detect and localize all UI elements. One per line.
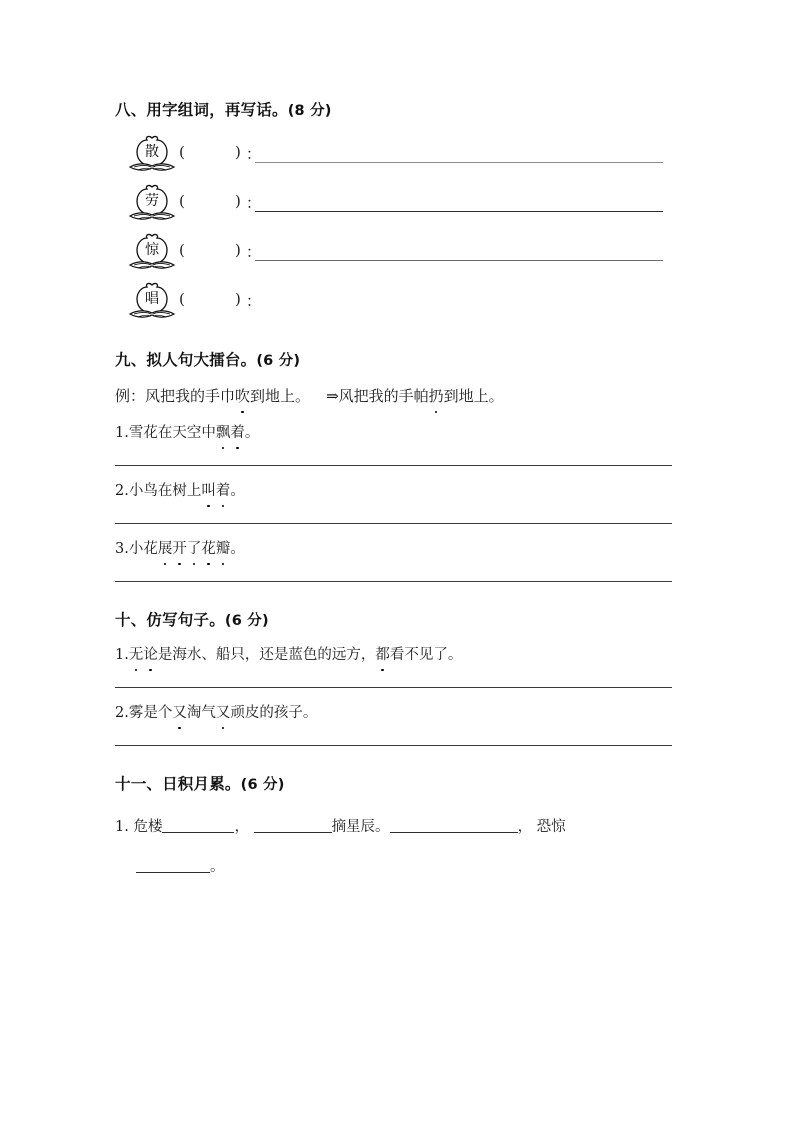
question-number: 3. [115,541,129,557]
peach-row [115,232,673,281]
peach-word-list [115,134,673,330]
spacer [115,330,673,348]
peach-character: 散 [145,144,159,160]
emphasis-char: 都 [375,644,390,666]
section-title-11: 日积月累。 [162,775,241,793]
colon-separator: ： [246,243,262,261]
colon-separator: ： [246,145,262,163]
poem-segment-3: 恐惊 [536,819,566,835]
poem-segment-1: 危楼 [133,819,163,835]
emphasis-char: 着 [230,422,245,444]
question-number: 1. [115,647,129,663]
emphasis-char: 了 [187,538,202,560]
question-item: 2.雾是个又淘气又顽皮的孩子。 [115,702,673,724]
answer-line[interactable] [115,465,672,466]
paren-close: ) [235,143,241,161]
worksheet-content [115,98,673,882]
peach-row [115,281,673,330]
question-item: 3.小花展开了花瓣。 [115,538,673,560]
question-number: 1. [115,425,129,441]
poem-comma: ， [234,819,249,835]
section-number-10: 十、 [115,611,147,629]
colon-separator: ： [246,292,262,310]
emphasis-char: 吹 [235,384,250,408]
question-number: 1. [115,819,129,835]
write-sentence-line[interactable] [255,162,663,163]
emphasis-char: 叫 [201,480,216,502]
section-heading-11 [115,772,673,794]
poem-blank[interactable] [254,818,332,833]
poem-segment-2: 摘星辰。 [331,819,390,835]
peach-character: 唱 [145,291,159,307]
write-sentence-line[interactable] [255,211,663,212]
colon-separator: ： [246,194,262,212]
section-number-11: 十一、 [115,775,163,793]
peach-character: 惊 [145,242,159,258]
poem-comma: ， [517,819,533,835]
poem-fill-in-item [115,812,673,842]
write-sentence-line[interactable] [255,260,663,261]
emphasis-char: 又 [216,702,231,724]
peach-character: 劳 [145,193,159,209]
emphasis-char: 论 [143,644,158,666]
emphasis-char: 瓣 [216,538,231,560]
question-number: 2. [115,483,129,499]
example-arrow-icon: ⇒ [326,387,339,405]
section-number-8: 八、 [115,101,147,119]
paren-open: ( [179,290,185,308]
section-title-10: 仿写句子。 [146,611,225,629]
section-heading-8 [115,98,673,120]
emphasis-char: 开 [172,538,187,560]
paren-open: ( [179,143,185,161]
emphasis-char: 扔 [429,384,444,408]
emphasis-char: 又 [172,702,187,724]
paren-open: ( [179,241,185,259]
section-points-10: (6 分) [224,613,269,629]
section-heading-9 [115,348,673,370]
section-heading-10 [115,608,673,630]
peach-row [115,183,673,232]
question-number: 2. [115,705,129,721]
paren-close: ) [235,290,241,308]
section-points-9: (6 分) [256,353,301,369]
emphasis-char: 飘 [216,422,231,444]
poem-blank[interactable] [136,858,210,873]
poem-blank[interactable] [390,818,518,833]
spacer [115,746,673,772]
example-label: 例： [115,387,146,405]
question-item: 1.雪花在天空中飘着。 [115,422,673,444]
answer-line[interactable] [115,523,672,524]
poem-fill-in-continuation [115,852,673,882]
emphasis-char: 展 [158,538,173,560]
section-title-9: 拟人句大擂台。 [146,351,257,369]
section-title-8: 用字组词，再写话。 [146,101,288,119]
question-item: 2.小鸟在树上叫着。 [115,480,673,502]
peach-row [115,134,673,183]
section-points-11: (6 分) [240,777,285,793]
section-number-9: 九、 [115,351,147,369]
spacer [115,582,673,608]
poem-period: 。 [210,859,225,875]
paren-close: ) [235,192,241,210]
emphasis-char: 花 [201,538,216,560]
poem-blank[interactable] [162,818,234,833]
question-item: 1.无论是海水、船只，还是蓝色的远方，都看不见了。 [115,644,673,666]
emphasis-char: 着 [216,480,231,502]
example-sentence: 例：风把我的手巾吹到地上。 ⇒风把我的手帕扔到地上。 [115,384,673,408]
section-points-8: (8 分) [287,103,332,119]
paren-close: ) [235,241,241,259]
paren-open: ( [179,192,185,210]
emphasis-char: 无 [129,644,144,666]
answer-line[interactable] [115,687,672,688]
